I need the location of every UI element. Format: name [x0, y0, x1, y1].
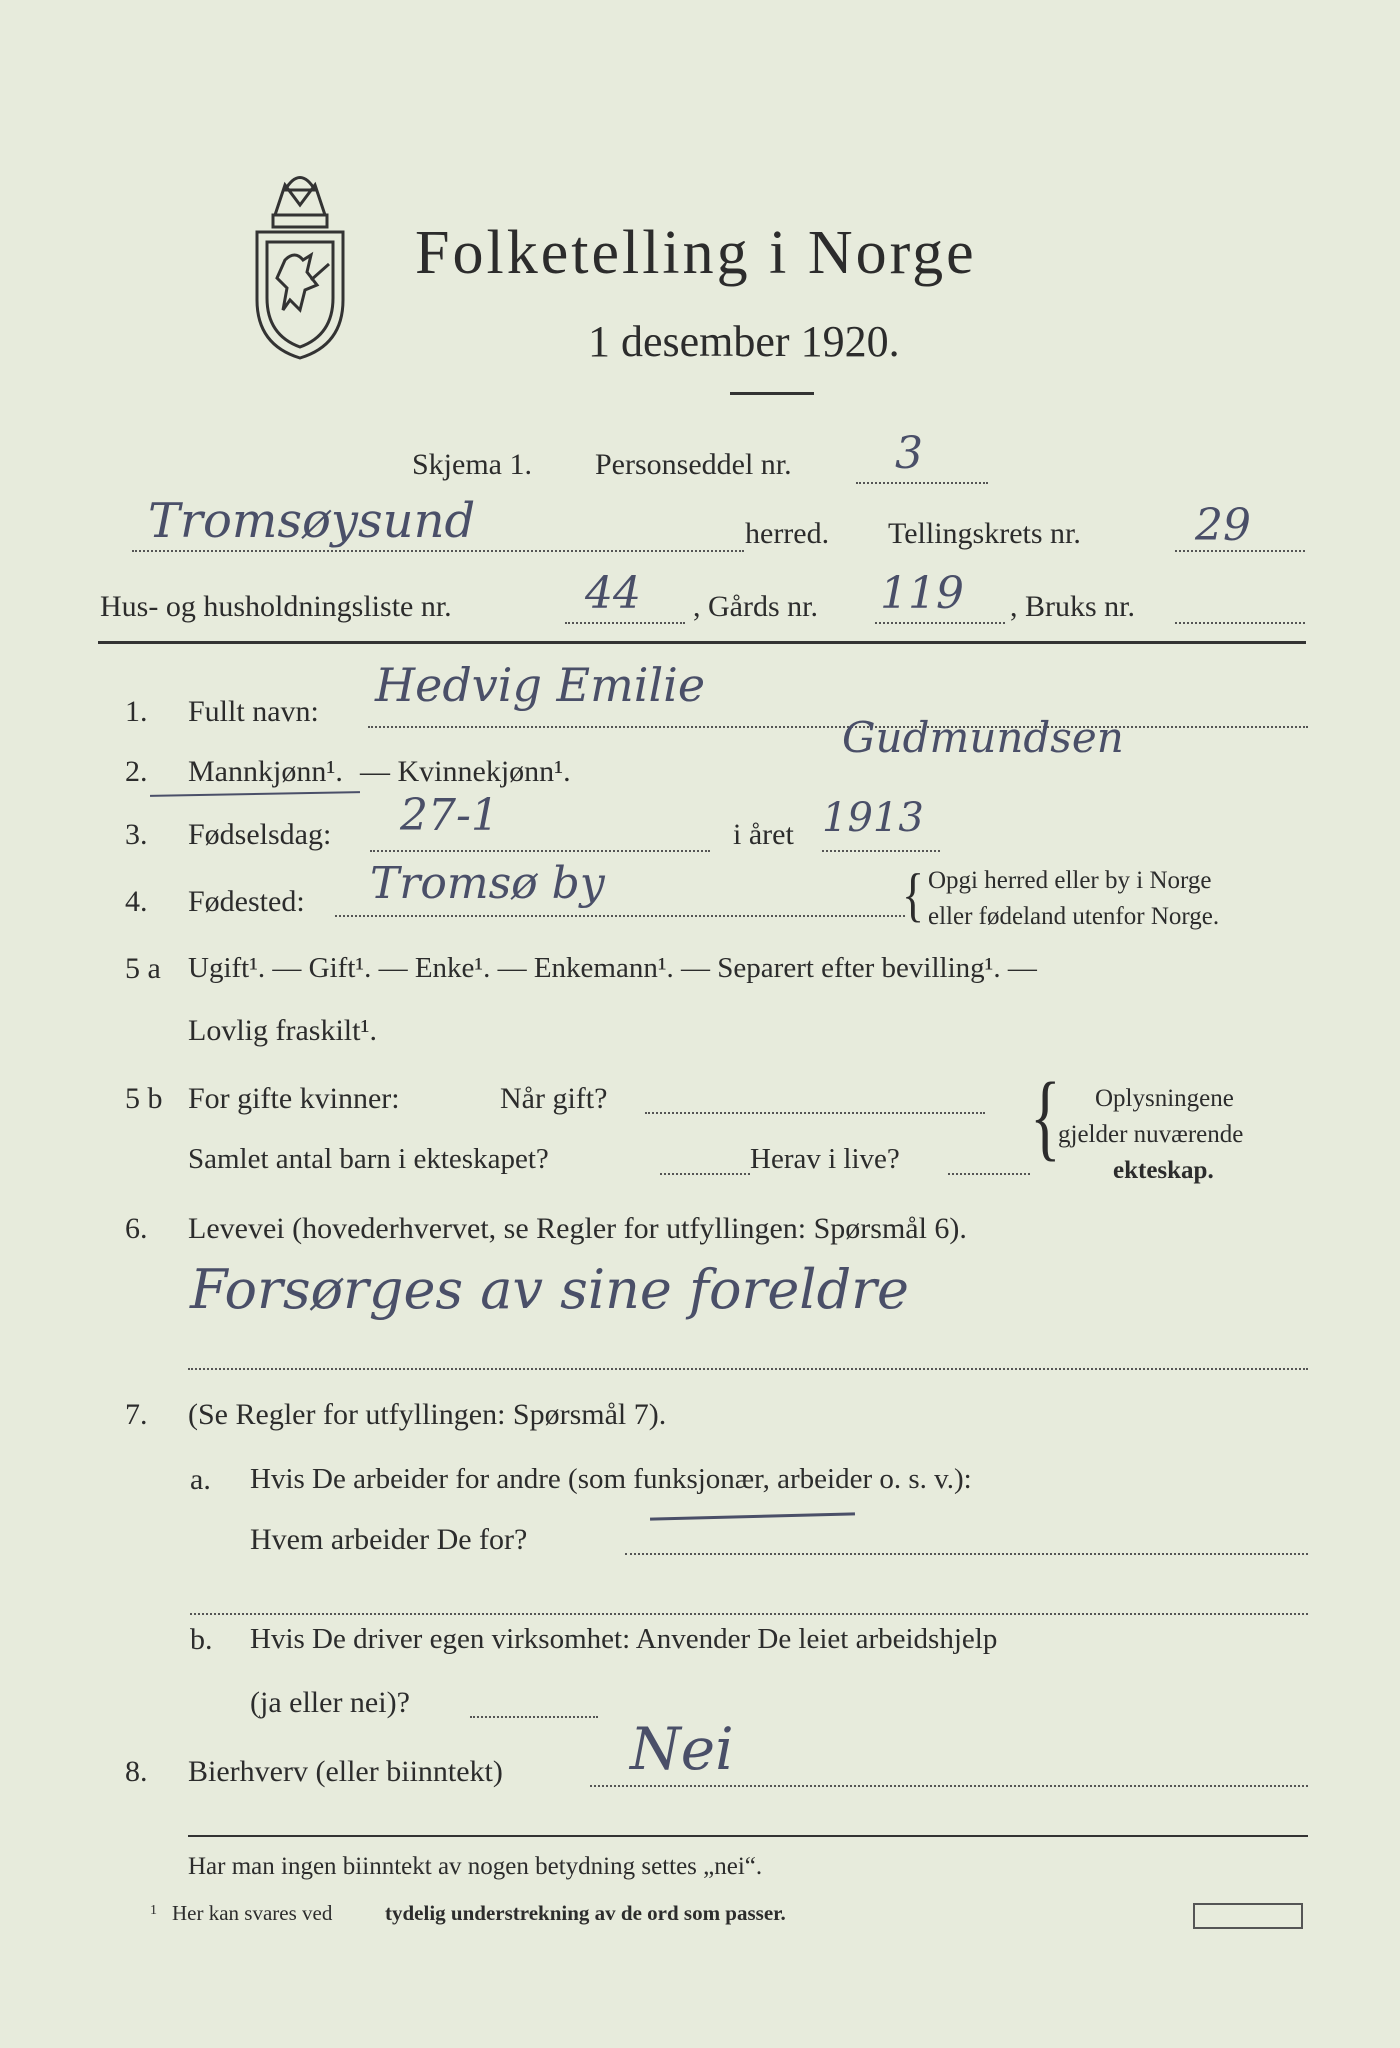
footer-divider: [188, 1835, 1308, 1837]
q7a-question: Hvem arbeider De for?: [250, 1523, 528, 1556]
q7-number: 7.: [125, 1398, 148, 1431]
census-date: 1 desember 1920.: [588, 317, 900, 366]
gards-line: [875, 622, 1005, 624]
q7b-line1: Hvis De driver egen virksomhet: Anvender De leiet arbeidshjelp: [250, 1623, 998, 1655]
tellingskrets-label: Tellingskrets nr.: [888, 517, 1081, 550]
q7a-dash-mark: [650, 1512, 855, 1520]
q7b-answer-line: [470, 1716, 598, 1718]
q6-label: Levevei (hovederhvervet, se Regler for utfyllingen: Spørsmål 6).: [188, 1212, 967, 1245]
q5b-note-line3: ekteskap.: [1113, 1157, 1214, 1184]
gards-label: , Gårds nr.: [693, 590, 818, 623]
q4-note-line1: Opgi herred eller by i Norge: [928, 867, 1212, 894]
q1-number: 1.: [125, 695, 148, 728]
q5b-note-line2: gjelder nuværende: [1058, 1121, 1244, 1148]
husholdning-line: [565, 622, 685, 624]
q4-number: 4.: [125, 885, 148, 918]
q3-value: 27-1: [400, 790, 499, 841]
personseddel-line: [856, 482, 988, 484]
q4-brace: {: [902, 861, 925, 928]
skjema-label: Skjema 1.: [412, 448, 532, 481]
q2-option-male: Mannkjønn¹.: [188, 755, 343, 788]
q3-line: [370, 850, 710, 852]
q4-line: [335, 915, 905, 917]
herred-value: Tromsøysund: [148, 493, 476, 549]
q4-label: Fødested:: [188, 885, 305, 918]
q5b-alive-line: [948, 1173, 1030, 1175]
q5a-number: 5 a: [125, 952, 161, 985]
q7a-answer-line: [625, 1553, 1308, 1555]
footnote-mark: 1: [150, 1903, 157, 1918]
q8-line: [590, 1785, 1308, 1787]
title-divider: [730, 392, 814, 395]
q3-year-value: 1913: [822, 795, 924, 841]
q6-value: Forsørges av sine foreldre: [190, 1258, 909, 1321]
q1-value-surname: Gudmundsen: [842, 713, 1124, 762]
q3-year-label: i året: [733, 818, 794, 851]
q5b-note-line1: Oplysningene: [1095, 1085, 1234, 1112]
q3-year-line: [822, 850, 940, 852]
q5b-brace: {: [1030, 1063, 1061, 1170]
tellingskrets-value: 29: [1195, 500, 1251, 551]
q3-number: 3.: [125, 818, 148, 851]
q8-label: Bierhverv (eller biinntekt): [188, 1755, 503, 1788]
herred-line: [132, 550, 744, 552]
q1-value: Hedvig Emilie: [375, 658, 706, 712]
printer-stamp: [1193, 1903, 1303, 1929]
q5a-options-line2: Lovlig fraskilt¹.: [188, 1014, 377, 1047]
q2-number: 2.: [125, 755, 148, 788]
q3-label: Fødselsdag:: [188, 818, 332, 851]
herred-label: herred.: [745, 517, 830, 550]
q2-option-female: — Kvinnekjønn¹.: [360, 755, 571, 788]
footnote-text: Her kan svares ved: [172, 1901, 333, 1925]
q8-value: Nei: [630, 1715, 734, 1783]
q8-number: 8.: [125, 1755, 148, 1788]
q1-line: [368, 726, 1308, 728]
q4-value: Tromsø by: [370, 858, 605, 909]
personseddel-label: Personseddel nr.: [595, 448, 792, 481]
q5b-children-line: [660, 1173, 750, 1175]
q6-number: 6.: [125, 1212, 148, 1245]
bruks-label: , Bruks nr.: [1010, 590, 1136, 623]
husholdning-label: Hus- og husholdningsliste nr.: [100, 590, 452, 623]
q7-label: (Se Regler for utfyllingen: Spørsmål 7).: [188, 1398, 667, 1431]
bruks-line: [1175, 622, 1305, 624]
header-divider: [98, 641, 1306, 644]
q5b-when-married-line: [645, 1112, 985, 1114]
coat-of-arms-icon: [245, 160, 355, 360]
q7b-letter: b.: [190, 1623, 213, 1656]
q5b-when-married-label: Når gift?: [500, 1082, 608, 1115]
q1-label: Fullt navn:: [188, 695, 319, 728]
q5a-options: Ugift¹. — Gift¹. — Enke¹. — Enkemann¹. — Separert efter bevilling¹. —: [188, 952, 1037, 984]
form-title: Folketelling i Norge: [415, 219, 977, 287]
q5b-children-label: Samlet antal barn i ekteskapet?: [188, 1143, 549, 1175]
q7a-line1: Hvis De arbeider for andre (som funksjonær, arbeider o. s. v.):: [250, 1463, 972, 1495]
personseddel-value: 3: [895, 428, 923, 479]
q7a-line2: [190, 1613, 1308, 1615]
q2-underline: [150, 791, 360, 797]
q5b-number: 5 b: [125, 1082, 163, 1115]
footnote-emphasis: tydelig understrekning av de ord som passer.: [385, 1901, 786, 1925]
q6-line: [188, 1368, 1308, 1370]
q7b-question: (ja eller nei)?: [250, 1686, 410, 1719]
gards-value: 119: [880, 568, 964, 619]
husholdning-value: 44: [585, 568, 641, 619]
q5b-label: For gifte kvinner:: [188, 1082, 400, 1115]
q4-note-line2: eller fødeland utenfor Norge.: [928, 903, 1220, 930]
q7a-letter: a.: [190, 1463, 211, 1496]
q5b-alive-label: Herav i live?: [750, 1143, 900, 1175]
footer-note: Har man ingen biinntekt av nogen betydning settes „nei“.: [188, 1853, 763, 1880]
